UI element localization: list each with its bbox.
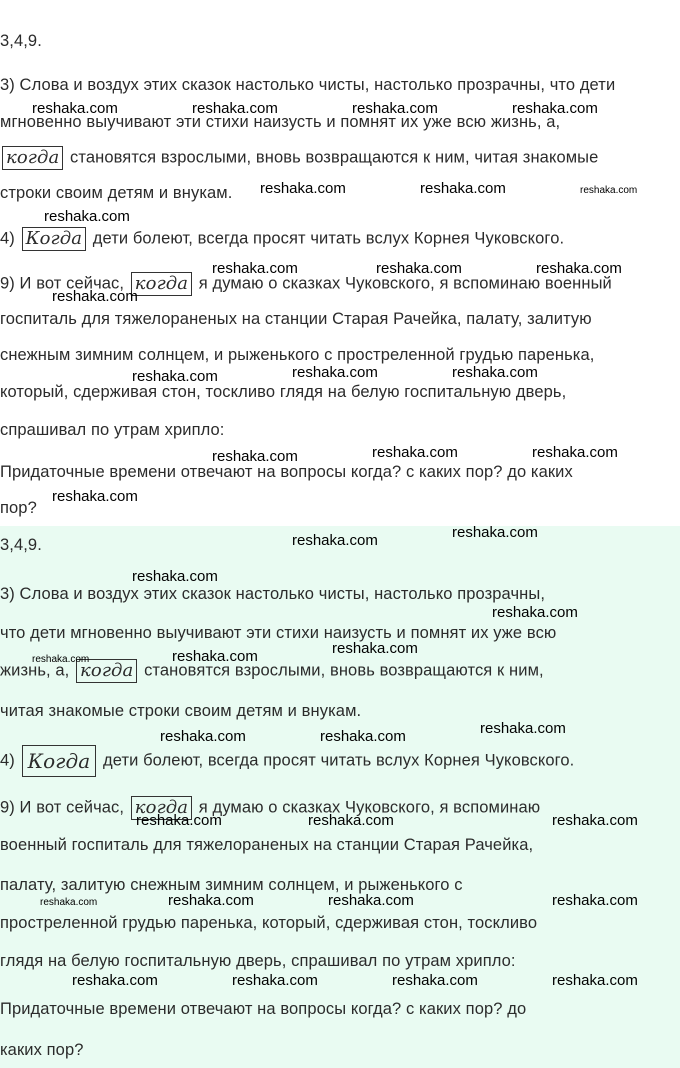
watermark: reshaka.com bbox=[136, 812, 222, 829]
watermark: reshaka.com bbox=[320, 728, 406, 745]
paragraph-line: глядя на белую госпитальную дверь, спрашивал по утрам хрипло: bbox=[0, 952, 516, 970]
paragraph-text: становятся взрослыми, вновь возвращаются к ним, bbox=[144, 661, 544, 680]
paragraph-line: палату, залитую снежным зимним солнцем, и рыженького с bbox=[0, 876, 463, 894]
highlighted-conjunction: когда bbox=[2, 146, 63, 170]
watermark: reshaka.com bbox=[192, 100, 278, 117]
watermark: reshaka.com bbox=[212, 260, 298, 277]
paragraph-line bbox=[0, 227, 564, 251]
paragraph-line: простреленной грудью паренька, который, сдерживая стон, тоскливо bbox=[0, 914, 538, 932]
paragraph-line: спрашивал по утрам хрипло: bbox=[0, 421, 225, 439]
paragraph-line bbox=[0, 796, 540, 820]
paragraph-line: что дети мгновенно выучивают эти стихи наизусть и помнят их уже всю bbox=[0, 624, 557, 642]
paragraph-line: Придаточные времени отвечают на вопросы когда? с каких пор? до каких bbox=[0, 463, 573, 481]
section-heading: 3,4,9. bbox=[0, 32, 42, 50]
watermark: reshaka.com bbox=[160, 728, 246, 745]
watermark: reshaka.com bbox=[392, 972, 478, 989]
paragraph-line: строки своим детям и внукам. bbox=[0, 184, 233, 202]
watermark: reshaka.com bbox=[552, 812, 638, 829]
paragraph-line: 3) Слова и воздух этих сказок настолько чисты, настолько прозрачны, bbox=[0, 585, 546, 603]
paragraph-line: пор? bbox=[0, 499, 37, 517]
paragraph-line: мгновенно выучивают эти стихи наизусть и помнят их уже всю жизнь, а, bbox=[0, 113, 561, 131]
watermark: reshaka.com bbox=[328, 892, 414, 909]
paragraph-line: читая знакомые строки своим детям и внукам. bbox=[0, 702, 362, 720]
highlighted-conjunction: Когда bbox=[22, 745, 97, 777]
paragraph-text: я думаю о сказках Чуковского, я вспоминаю bbox=[198, 798, 541, 817]
watermark: reshaka.com bbox=[292, 532, 378, 549]
paragraph-text: становятся взрослыми, вновь возвращаются к ним, читая знакомые bbox=[70, 148, 599, 167]
watermark: reshaka.com bbox=[212, 448, 298, 465]
paragraph-text: жизнь, а, bbox=[0, 661, 70, 680]
paragraph-text: 9) И вот сейчас, bbox=[0, 798, 125, 817]
paragraph-line: госпиталь для тяжелораненых на станции Старая Рачейка, палату, залитую bbox=[0, 310, 592, 328]
watermark: reshaka.com bbox=[512, 100, 598, 117]
watermark: reshaka.com bbox=[580, 185, 638, 196]
watermark: reshaka.com bbox=[52, 488, 138, 505]
watermark: reshaka.com bbox=[308, 812, 394, 829]
watermark: reshaka.com bbox=[40, 897, 98, 908]
watermark: reshaka.com bbox=[492, 604, 578, 621]
paragraph-text: я думаю о сказках Чуковского, я вспоминаю военный bbox=[198, 274, 612, 293]
highlighted-conjunction: Когда bbox=[22, 227, 87, 251]
watermark: reshaka.com bbox=[452, 524, 538, 541]
highlighted-conjunction: когда bbox=[131, 796, 192, 820]
watermark: reshaka.com bbox=[452, 364, 538, 381]
watermark: reshaka.com bbox=[260, 180, 346, 197]
watermark: reshaka.com bbox=[332, 640, 418, 657]
watermark: reshaka.com bbox=[132, 368, 218, 385]
watermark: reshaka.com bbox=[536, 260, 622, 277]
watermark: reshaka.com bbox=[352, 100, 438, 117]
watermark: reshaka.com bbox=[52, 288, 138, 305]
watermark: reshaka.com bbox=[292, 364, 378, 381]
watermark: reshaka.com bbox=[72, 972, 158, 989]
watermark: reshaka.com bbox=[32, 654, 90, 665]
watermark: reshaka.com bbox=[132, 568, 218, 585]
paragraph-line: Придаточные времени отвечают на вопросы когда? с каких пор? до bbox=[0, 1000, 527, 1018]
highlighted-conjunction: когда bbox=[76, 659, 137, 683]
watermark: reshaka.com bbox=[168, 892, 254, 909]
paragraph-line bbox=[0, 146, 598, 170]
watermark: reshaka.com bbox=[552, 972, 638, 989]
watermark: reshaka.com bbox=[532, 444, 618, 461]
watermark: reshaka.com bbox=[420, 180, 506, 197]
paragraph-text: 9) И вот сейчас, bbox=[0, 274, 125, 293]
watermark: reshaka.com bbox=[376, 260, 462, 277]
watermark: reshaka.com bbox=[552, 892, 638, 909]
paragraph-line: снежным зимним солнцем, и рыженького с простреленной грудью паренька, bbox=[0, 346, 595, 364]
paragraph-text: 4) bbox=[0, 229, 15, 248]
paragraph-text: 4) bbox=[0, 751, 15, 770]
watermark: reshaka.com bbox=[32, 100, 118, 117]
watermark: reshaka.com bbox=[372, 444, 458, 461]
paragraph-line: который, сдерживая стон, тоскливо глядя на белую госпитальную дверь, bbox=[0, 383, 567, 401]
highlighted-conjunction: когда bbox=[131, 272, 192, 296]
paragraph-text: дети болеют, всегда просят читать вслух Корнея Чуковского. bbox=[92, 229, 565, 248]
watermark: reshaka.com bbox=[172, 648, 258, 665]
paragraph-text: дети болеют, всегда просят читать вслух Корнея Чуковского. bbox=[102, 751, 575, 770]
paragraph-line: военный госпиталь для тяжелораненых на станции Старая Рачейка, bbox=[0, 836, 534, 854]
watermark: reshaka.com bbox=[44, 208, 130, 225]
watermark: reshaka.com bbox=[232, 972, 318, 989]
paragraph-line bbox=[0, 745, 574, 777]
paragraph-line: 3) Слова и воздух этих сказок настолько чисты, настолько прозрачны, что дети bbox=[0, 76, 616, 94]
watermark: reshaka.com bbox=[480, 720, 566, 737]
paragraph-line: каких пор? bbox=[0, 1041, 84, 1059]
section-heading: 3,4,9. bbox=[0, 536, 42, 554]
